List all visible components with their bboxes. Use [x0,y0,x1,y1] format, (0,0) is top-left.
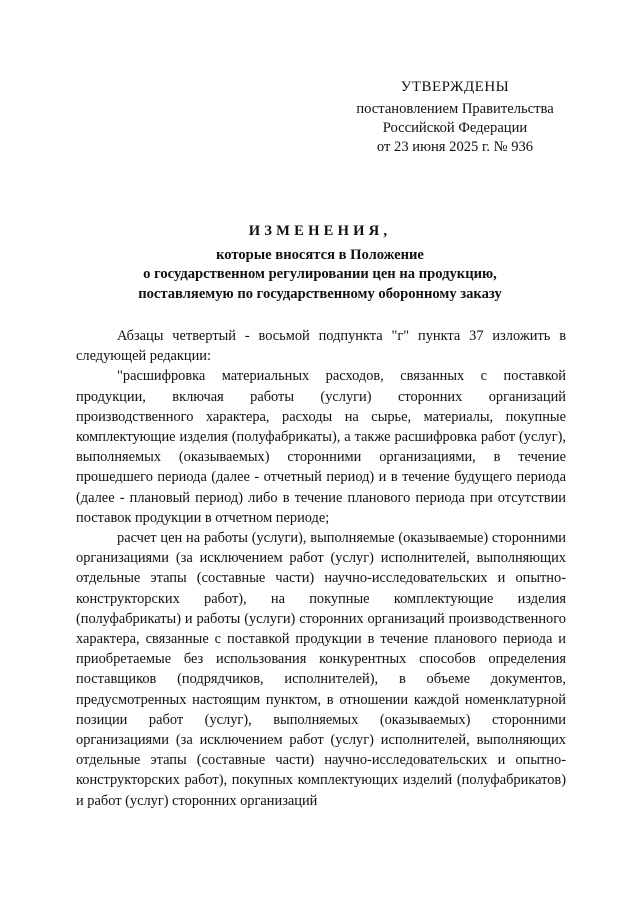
approval-line-2: Российской Федерации [382,120,528,136]
paragraph-2: "расшифровка материальных расходов, связанных с поставкой продукции, включая работы (услуги) сторонних организаций производственного характера, расходы на сырье, материалы, покупные комплектующие изделия (полуфабрикаты), а также расшифровка работ (услуг), выполняемых (оказываемых) сторонними организациями, в течение прошедшего периода (далее - отчетный период) и в течение будущего периода (далее - плановый период) либо в течение планового периода при отсутствии поставок продукции в отчетном периоде; [76,368,566,526]
title-line-1: которые вносятся в Положение [216,246,424,263]
paragraph-1: Абзацы четвертый - восьмой подпункта "г" пункта 37 изложить в следующей редакции: [76,328,566,365]
approval-line-3: от 23 июня 2025 г. № 936 [376,139,534,155]
title-line-3: поставляемую по государственному оборонному заказу [138,285,502,302]
paragraph-3: расчет цен на работы (услуги), выполняемые (оказываемые) сторонними организациями (за исключением работ (услуг) исполнителей, выполняющих отдельные этапы (составные части) научно-исследовательских и опытно-конструкторских работ), на покупные комплектующие изделия (полуфабрикаты) и работы (услуги) сторонних организаций производственного характера, связанные с поставкой продукции в течение планового периода и приобретаемые без использования конкурентных способов определения поставщиков (подрядчиков, исполнителей), в объеме документов, предусмотренных настоящим пунктом, в отношении каждой номенклатурной позиции работ (услуг), выполняемых (оказываемых) сторонними организациями (за исключением работ (услуг) исполнителей, выполняющих отдельные этапы (составные части) научно-исследовательских и опытно-конструкторских работ), покупных комплектующих изделий (полуфабрикатов) и работ (услуг) сторонних организаций [76,530,566,809]
title-main: ИЗМЕНЕНИЯ, [248,223,392,239]
document-title [0,222,640,304]
approval-block [340,78,570,157]
approval-heading: УТВЕРЖДЕНЫ [400,79,510,95]
document-body [76,326,566,811]
approval-line-1: постановлением Правительства [356,101,554,117]
title-line-2: о государственном регулировании цен на продукцию, [143,266,497,282]
